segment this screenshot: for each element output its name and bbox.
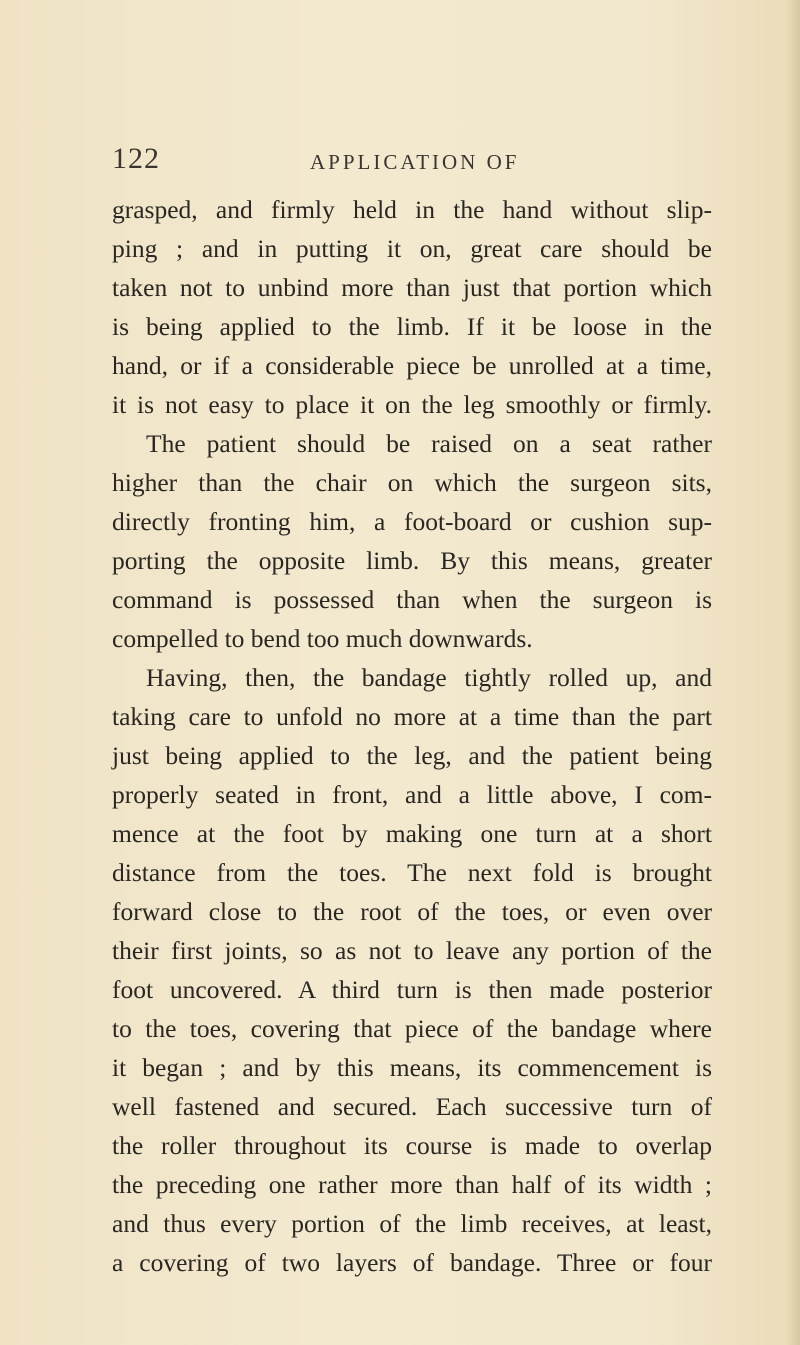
text-line: Having, then, the bandage tightly rolled up, and (146, 663, 712, 692)
text-line: porting the opposite limb. By this means, greater (112, 546, 712, 575)
text-line: hand, or if a considerable piece be unrolled at a time, (112, 351, 712, 380)
text-line: the preceding one rather more than half of its width ; (112, 1170, 712, 1199)
text-line: and thus every portion of the limb receives, at least, (112, 1209, 712, 1238)
text-line: taken not to unbind more than just that portion which (112, 273, 712, 302)
text-line: it is not easy to place it on the leg smoothly or firmly. (112, 390, 712, 419)
page-number: 122 (112, 142, 160, 175)
text-line: foot uncovered. A third turn is then made posterior (112, 975, 712, 1004)
page-header (112, 142, 712, 182)
text-line: just being applied to the leg, and the patient being (112, 741, 712, 770)
text-line: forward close to the root of the toes, or even over (112, 897, 712, 926)
body-text (112, 190, 712, 1282)
text-line: taking care to unfold no more at a time than the part (112, 702, 712, 731)
text-line: is being applied to the limb. If it be loose in the (112, 312, 712, 341)
text-line: properly seated in front, and a little above, I com- (112, 780, 712, 809)
text-line: grasped, and firmly held in the hand without slip- (112, 195, 712, 224)
text-line: distance from the toes. The next fold is brought (112, 858, 712, 887)
text-line: higher than the chair on which the surgeon sits, (112, 468, 712, 497)
page-edge-shadow (786, 0, 800, 1345)
running-head: APPLICATION OF (310, 150, 520, 174)
text-line: command is possessed than when the surgeon is (112, 585, 712, 614)
text-line: ping ; and in putting it on, great care should be (112, 234, 712, 263)
text-line: it began ; and by this means, its commencement is (112, 1053, 712, 1082)
text-line: the roller throughout its course is made to overlap (112, 1131, 712, 1160)
text-line: compelled to bend too much downwards. (112, 624, 533, 653)
text-line: to the toes, covering that piece of the bandage where (112, 1014, 712, 1043)
text-line: their first joints, so as not to leave any portion of the (112, 936, 712, 965)
text-line: The patient should be raised on a seat rather (146, 429, 712, 458)
text-line: mence at the foot by making one turn at a short (112, 819, 712, 848)
text-line: directly fronting him, a foot-board or cushion sup- (112, 507, 712, 536)
text-line: well fastened and secured. Each successive turn of (112, 1092, 712, 1121)
text-line: a covering of two layers of bandage. Three or four (112, 1248, 712, 1277)
